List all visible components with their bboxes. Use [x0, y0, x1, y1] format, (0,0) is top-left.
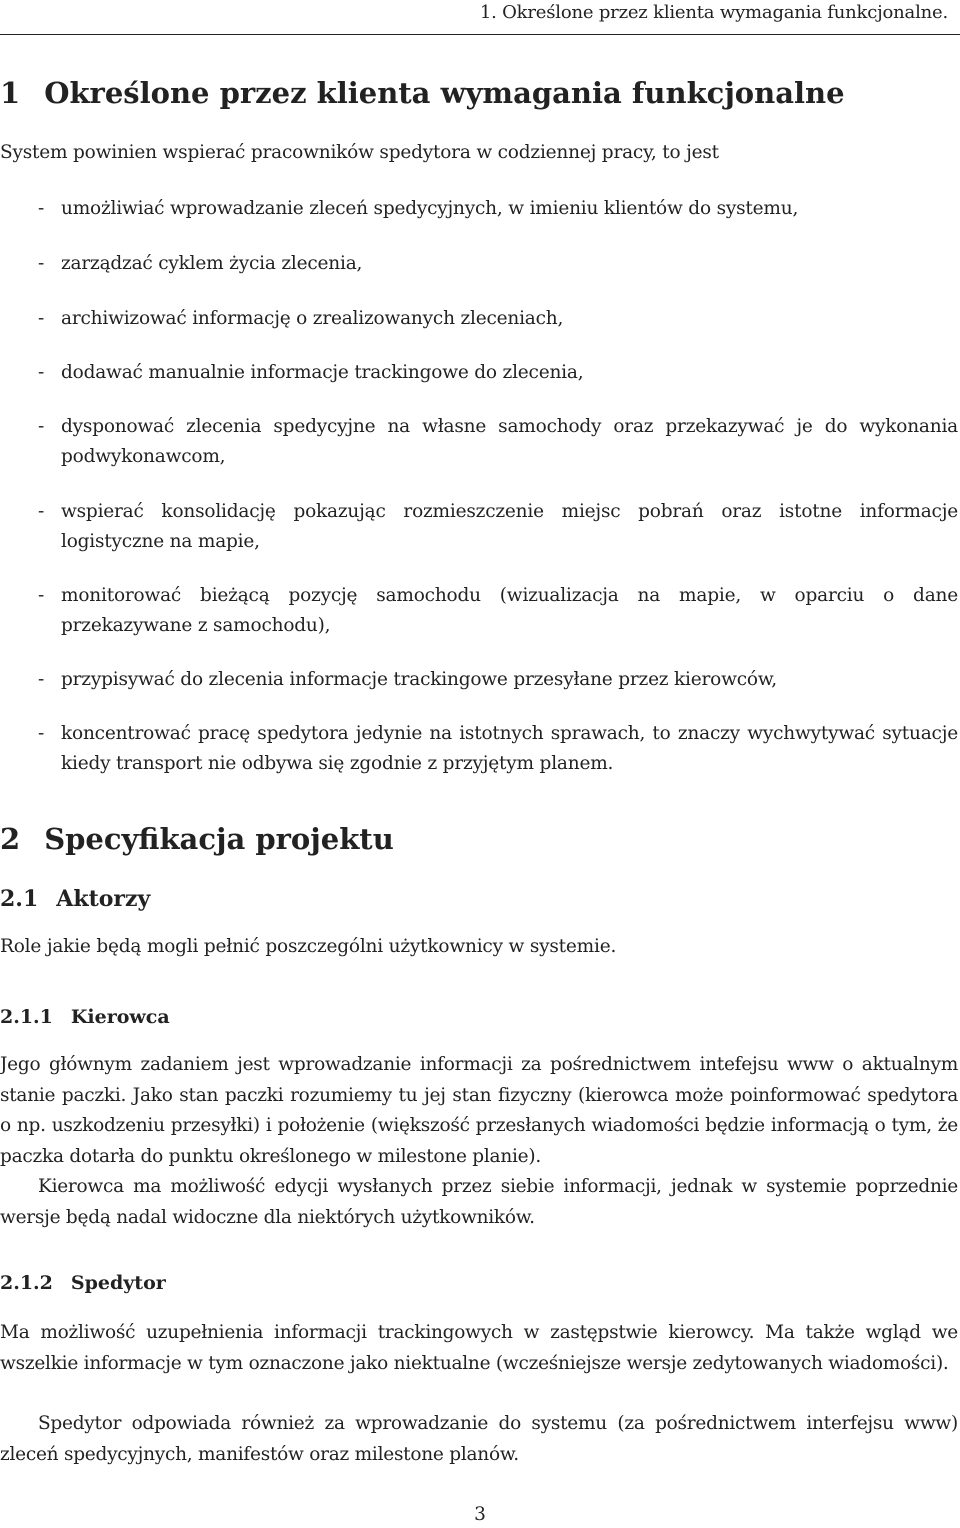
- list-item: [38, 249, 958, 279]
- list-item: [38, 581, 958, 641]
- section-number: 2: [0, 822, 21, 856]
- dash-marker: -: [38, 723, 45, 744]
- section-number: 1: [0, 76, 21, 110]
- list-item: [38, 665, 958, 695]
- list-item: [38, 304, 958, 334]
- list-item: [38, 719, 958, 779]
- subsubsection-title: Spedytor: [70, 1272, 166, 1294]
- running-head: 1. Określone przez klienta wymagania funkcjonalne.: [479, 2, 948, 23]
- dash-marker: -: [38, 501, 45, 522]
- subsubsection-number: 2.1.2: [0, 1272, 53, 1294]
- list-item-text: koncentrować pracę spedytora jedynie na istotnych sprawach, to znaczy wychwytywać sytuacje kiedy transport nie odbywa się zgodnie z przyjętym planem.: [61, 723, 958, 774]
- section-title: Specyfikacja projektu: [44, 822, 394, 856]
- page-number: 3: [474, 1504, 486, 1525]
- list-item-text: dodawać manualnie informacje trackingowe do zlecenia,: [61, 362, 584, 383]
- list-item-text: przypisywać do zlecenia informacje trackingowe przesyłane przez kierowców,: [61, 669, 777, 690]
- section-title: Określone przez klienta wymagania funkcjonalne: [44, 76, 845, 110]
- list-item-text: umożliwiać wprowadzanie zleceń spedycyjnych, w imieniu klientów do systemu,: [61, 198, 799, 219]
- dash-marker: -: [38, 416, 45, 437]
- list-item-text: wspierać konsolidację pokazując rozmieszczenie miejsc pobrań oraz istotne informacje logistyczne na mapie,: [61, 501, 958, 552]
- dash-marker: -: [38, 669, 45, 690]
- list-item: [38, 358, 958, 388]
- list-item-text: archiwizować informację o zrealizowanych zleceniach,: [61, 308, 564, 329]
- kierowca-paragraph-2: Kierowca ma możliwość edycji wysłanych przez siebie informacji, jednak w systemie poprzednie wersje będą nadal widoczne dla niektórych użytkowników.: [0, 1176, 958, 1228]
- section-1-heading: [0, 76, 958, 110]
- dash-marker: -: [38, 585, 45, 606]
- dash-marker: -: [38, 362, 45, 383]
- dash-marker: -: [38, 198, 45, 219]
- dash-marker: -: [38, 308, 45, 329]
- subsubsection-heading-spedytor: [0, 1272, 958, 1294]
- subsection-intro: Role jakie będą mogli pełnić poszczególni użytkownicy w systemie.: [0, 936, 617, 957]
- header-rule: [0, 34, 960, 35]
- subsection-heading: [0, 886, 958, 912]
- section-2-heading: [0, 822, 958, 856]
- list-item-text: dysponować zlecenia spedycyjne na własne samochody oraz przekazywać je do wykonania podwykonawcom,: [61, 416, 958, 467]
- dash-marker: -: [38, 253, 45, 274]
- list-item-text: monitorować bieżącą pozycję samochodu (wizualizacja na mapie, w oparciu o dane przekazywane z samochodu),: [61, 585, 958, 636]
- list-item-text: zarządzać cyklem życia zlecenia,: [61, 253, 363, 274]
- kierowca-paragraph-1: Jego głównym zadaniem jest wprowadzanie informacji za pośrednictwem intefejsu www o aktualnym stanie paczki. Jako stan paczki rozumiemy tu jej stan fizyczny (kierowca może poinformować spedytora o np. uszkodzeniu przesyłki) i położenie (większość przesłanych wiadomości będzie informacją o tym, że paczka dotarła do punktu określonego w milestone planie).: [0, 1054, 958, 1167]
- spedytor-paragraph-1: Ma możliwość uzupełnienia informacji trackingowych w zastępstwie kierowcy. Ma także wgląd we wszelkie informacje w tym oznaczone jako niektualne (wcześniejsze wersje zedytowanych wiadomości).: [0, 1322, 958, 1374]
- list-item: [38, 194, 958, 224]
- spedytor-paragraph-2: Spedytor odpowiada również za wprowadzanie do systemu (za pośrednictwem interfejsu www) zleceń spedycyjnych, manifestów oraz milestone planów.: [0, 1413, 958, 1465]
- subsubsection-number: 2.1.1: [0, 1006, 53, 1028]
- list-item: [38, 412, 958, 472]
- subsubsection-title: Kierowca: [70, 1006, 170, 1028]
- intro-paragraph: System powinien wspierać pracowników spedytora w codziennej pracy, to jest: [0, 142, 719, 163]
- list-item: [38, 497, 958, 557]
- subsubsection-heading-kierowca: [0, 1006, 958, 1028]
- subsection-title: Aktorzy: [56, 886, 151, 912]
- subsection-number: 2.1: [0, 886, 39, 912]
